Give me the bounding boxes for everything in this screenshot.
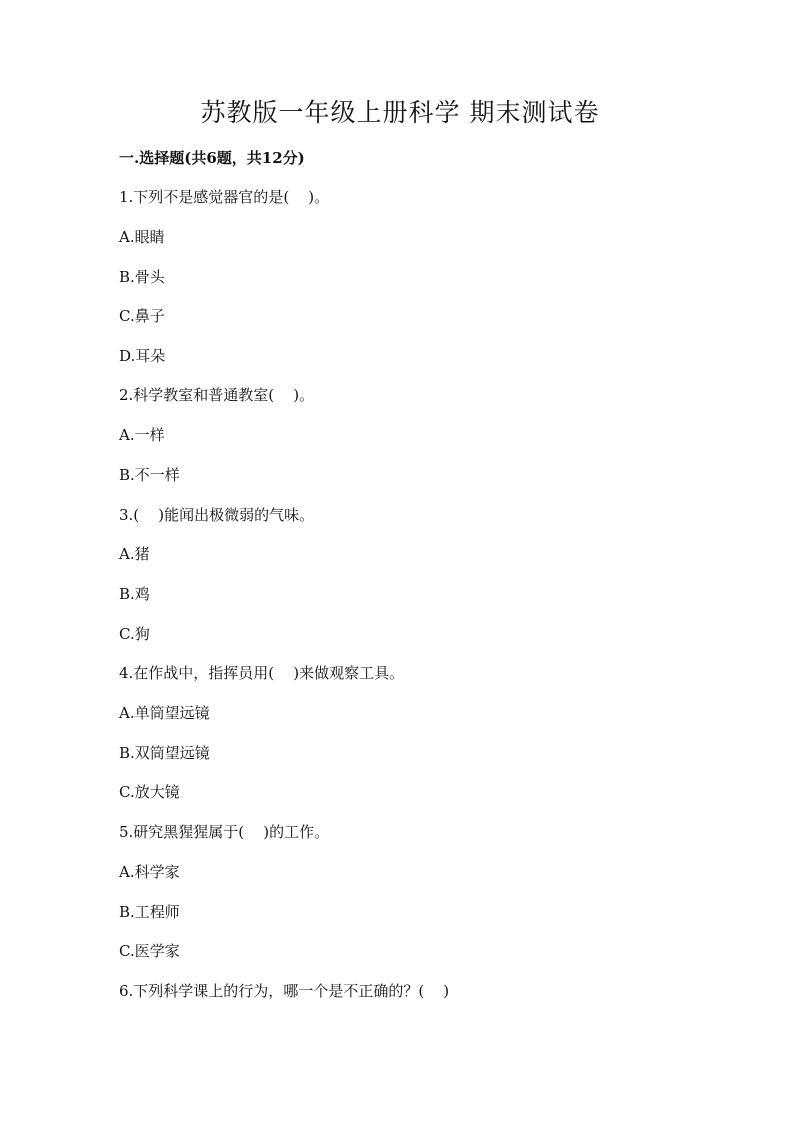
question-4-option-c: C.放大镜 bbox=[119, 783, 180, 801]
question-3-stem: 3.( )能闻出极微弱的气味。 bbox=[119, 506, 315, 524]
question-1-option-d: D.耳朵 bbox=[119, 347, 166, 365]
question-6-stem: 6.下列科学课上的行为，哪一个是不正确的？( ) bbox=[119, 982, 450, 1000]
question-4-stem: 4.在作战中，指挥员用( )来做观察工具。 bbox=[119, 664, 405, 682]
section-heading: 一.选择题(共6题，共12分) bbox=[119, 149, 305, 167]
question-2-option-a: A.一样 bbox=[119, 426, 165, 444]
question-3-option-b: B.鸡 bbox=[119, 585, 150, 603]
question-3-option-c: C.狗 bbox=[119, 625, 150, 643]
exam-title: 苏教版一年级上册科学 期末测试卷 bbox=[200, 98, 600, 127]
question-4-option-a: A.单筒望远镜 bbox=[119, 704, 210, 722]
question-2-option-b: B.不一样 bbox=[119, 466, 180, 484]
question-2-stem: 2.科学教室和普通教室( )。 bbox=[119, 386, 315, 404]
question-4-option-b: B.双筒望远镜 bbox=[119, 744, 210, 762]
question-5-option-c: C.医学家 bbox=[119, 942, 180, 960]
question-5-option-a: A.科学家 bbox=[119, 863, 180, 881]
question-1-option-c: C.鼻子 bbox=[119, 307, 165, 325]
question-3-option-a: A.猪 bbox=[119, 545, 150, 563]
question-5-option-b: B.工程师 bbox=[119, 903, 180, 921]
question-1-option-b: B.骨头 bbox=[119, 268, 165, 286]
question-1-stem: 1.下列不是感觉器官的是( )。 bbox=[119, 188, 330, 206]
question-1-option-a: A.眼睛 bbox=[119, 228, 165, 246]
question-5-stem: 5.研究黑猩猩属于( )的工作。 bbox=[119, 823, 330, 841]
